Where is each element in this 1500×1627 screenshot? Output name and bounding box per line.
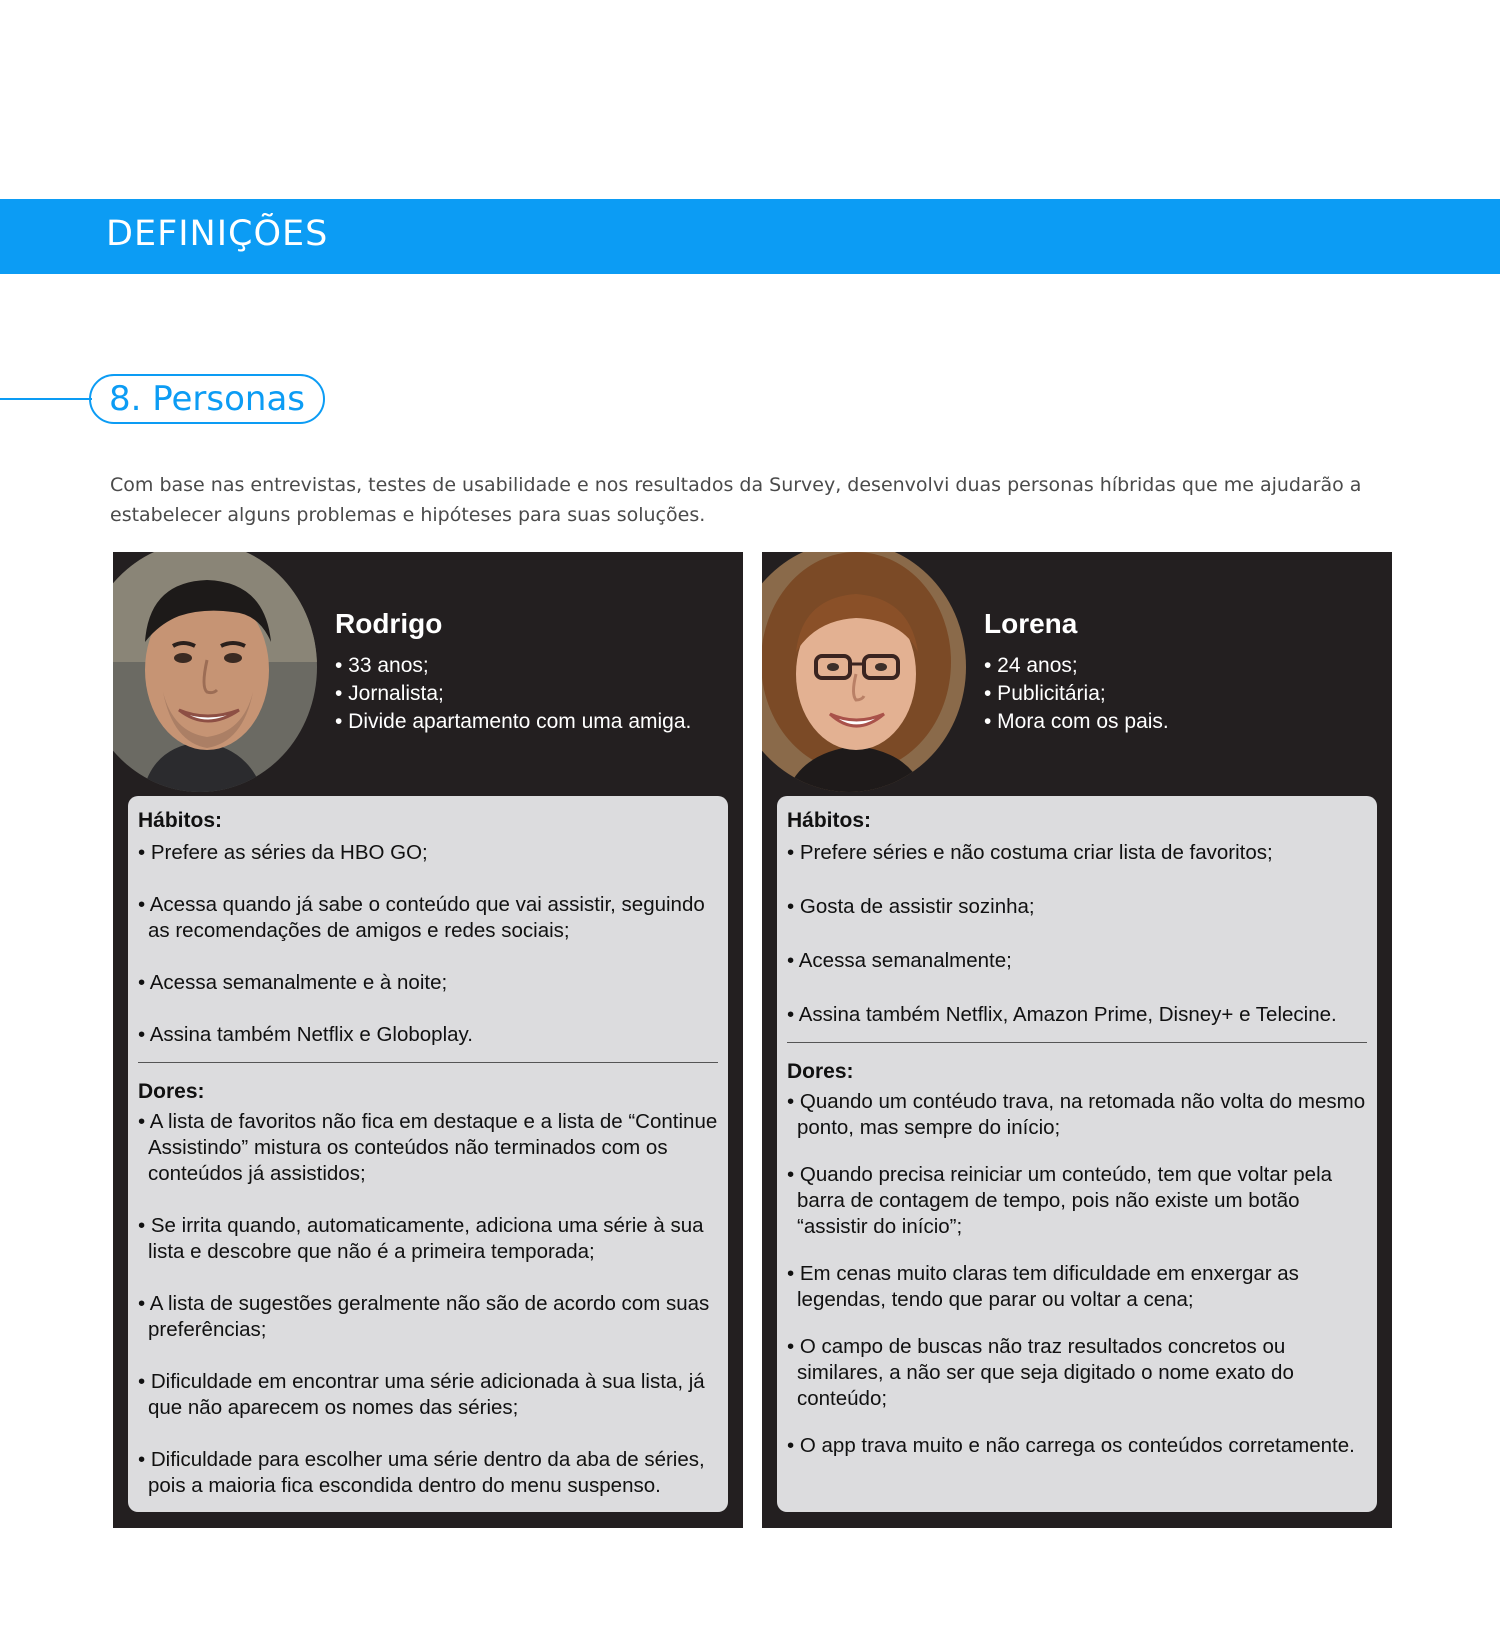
persona-card-lorena [762,552,1392,1528]
persona-name: Lorena [984,608,1078,639]
habits-list [138,840,718,1048]
persona-living: • Divide apartamento com uma amiga. [335,710,692,733]
header-banner [0,199,1500,274]
list-item: • Acessa semanalmente; [787,949,1012,972]
persona-card-rodrigo [113,552,743,1528]
habits-title: Hábitos: [787,809,871,832]
page-title: DEFINIÇÕES [106,214,329,254]
list-item: • Dificuldade para escolher uma série dentro da aba de séries, pois a maioria fica escondida dentro do menu suspenso. [138,1448,705,1497]
persona-details [335,652,691,736]
list-item: • Em cenas muito claras tem dificuldade em enxergar as legendas, tendo que parar ou voltar a cena; [787,1262,1299,1311]
list-item: • A lista de favoritos não fica em destaque e a lista de “Continue Assistindo” mistura os conteúdos não terminados com os conteúdos já assistidos; [138,1110,718,1185]
pains-list [138,1109,718,1499]
list-item: • Gosta de assistir sozinha; [787,895,1035,918]
list-item: • Prefere séries e não costuma criar lista de favoritos; [787,841,1273,864]
divider [787,1042,1367,1043]
persona-panel [777,796,1377,1512]
persona-living: • Mora com os pais. [984,710,1169,733]
man-portrait-photo [113,552,317,792]
list-item: • Se irrita quando, automaticamente, adiciona uma série à sua lista e descobre que não é a primeira temporada; [138,1214,704,1263]
list-item: • Quando um contéudo trava, na retomada não volta do mesmo ponto, mas sempre do início; [787,1090,1366,1139]
section-line [0,398,92,400]
list-item: • Assina também Netflix e Globoplay. [138,1023,473,1046]
persona-details [984,652,1169,736]
pains-title: Dores: [138,1080,205,1103]
list-item: • Dificuldade em encontrar uma série adicionada à sua lista, já que não aparecem os nomes das séries; [138,1370,705,1419]
intro-paragraph: Com base nas entrevistas, testes de usabilidade e nos resultados da Survey, desenvolvi duas personas híbridas que me ajudarão a estabelecer alguns problemas e hipóteses para suas soluções. [110,474,1362,526]
divider [138,1062,718,1063]
list-item: • A lista de sugestões geralmente não são de acordo com suas preferências; [138,1292,710,1341]
persona-age: • 33 anos; [335,654,429,677]
persona-age: • 24 anos; [984,654,1078,677]
woman-portrait-photo [762,552,966,792]
list-item: • Assina também Netflix, Amazon Prime, Disney+ e Telecine. [787,1003,1337,1026]
persona-job: • Publicitária; [984,682,1106,705]
list-item: • Prefere as séries da HBO GO; [138,841,428,864]
persona-panel [128,796,728,1512]
persona-job: • Jornalista; [335,682,444,705]
section-title: 8. Personas [108,379,306,419]
persona-name: Rodrigo [335,608,443,639]
list-item: • Acessa semanalmente e à noite; [138,971,448,994]
list-item: • Quando precisa reiniciar um conteúdo, tem que voltar pela barra de contagem de tempo, pois não existe um botão “assistir do início”; [787,1163,1333,1238]
list-item: • O campo de buscas não traz resultados concretos ou similares, a não ser que seja digitado o nome exato do conteúdo; [787,1335,1294,1410]
pains-title: Dores: [787,1060,854,1083]
list-item: • Acessa quando já sabe o conteúdo que vai assistir, seguindo as recomendações de amigos e redes sociais; [138,893,705,942]
list-item: • O app trava muito e não carrega os conteúdos corretamente. [787,1434,1355,1457]
section-heading [89,374,325,424]
habits-list [787,840,1367,1028]
pains-list [787,1089,1367,1459]
habits-title: Hábitos: [138,809,222,832]
